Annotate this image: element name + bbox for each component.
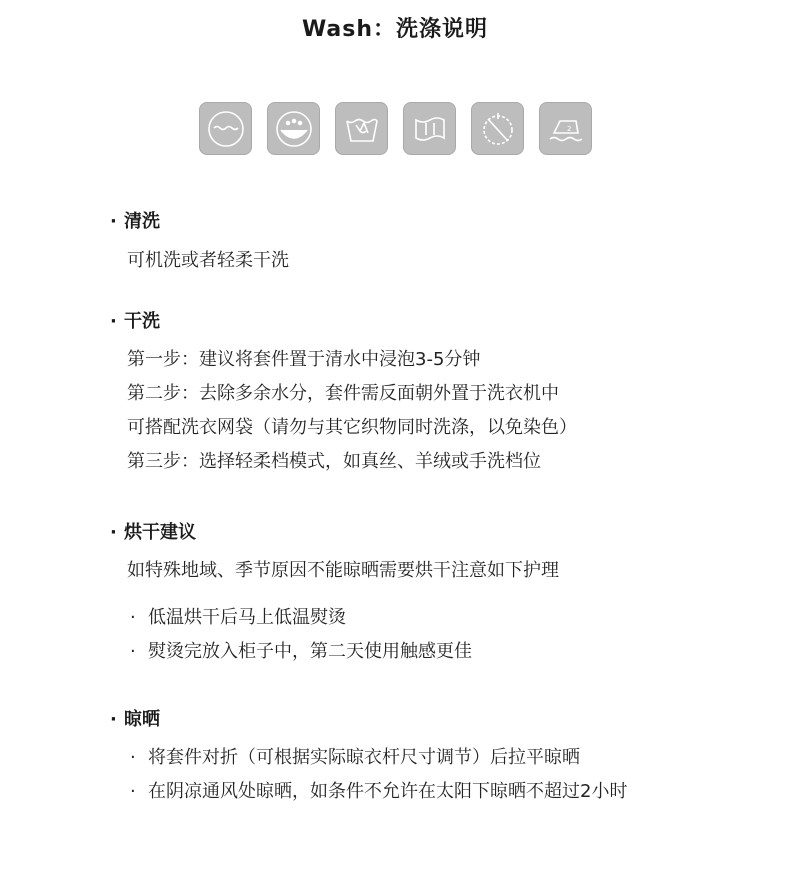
- title-en: Wash: [301, 17, 374, 42]
- section-wash-heading: · 清洗: [110, 211, 160, 232]
- section-air-dry-heading: · 晾晒: [110, 709, 160, 730]
- care-icons: [199, 102, 592, 155]
- dry-clean-line-4: 第三步：选择轻柔档模式，如真丝、羊绒或手洗档位: [127, 451, 541, 472]
- air-dry-bullet-1: · 将套件对折（可根据实际晾衣杆尺寸调节）后拉平晾晒: [130, 747, 580, 768]
- dry-clean-line-3: 可搭配洗衣网袋（请勿与其它织物同时洗涤，以免染色）: [127, 417, 577, 438]
- section-dry-clean-heading: · 干洗: [110, 311, 160, 332]
- section-tumble-heading: · 烘干建议: [110, 522, 196, 543]
- dry-clean-line-2: 第二步：去除多余水分，套件需反面朝外置于洗衣机中: [127, 383, 559, 404]
- dry-clean-line-1: 第一步：建议将套件置于清水中浸泡3-5分钟: [127, 349, 481, 370]
- tumble-bullet-2: · 熨烫完放入柜子中，第二天使用触感更佳: [130, 641, 472, 662]
- flat-dry-icon: [403, 102, 456, 155]
- tumble-line-1: 如特殊地域、季节原因不能晾晒需要烘干注意如下护理: [127, 560, 559, 581]
- air-dry-bullet-2: · 在阴凉通风处晾晒，如条件不允许在太阳下晾晒不超过2小时: [130, 781, 628, 802]
- no-bleach-icon: [335, 102, 388, 155]
- wash-line-1: 可机洗或者轻柔干洗: [127, 250, 289, 271]
- title-cn: 洗涤说明: [396, 17, 489, 42]
- hand-wash-icon: [199, 102, 252, 155]
- svg-text:2: 2: [566, 124, 571, 133]
- no-tumble-dry-icon: [471, 102, 524, 155]
- machine-wash-icon: [267, 102, 320, 155]
- title-separator: ：: [373, 17, 397, 42]
- page-title: [0, 12, 790, 43]
- tumble-bullet-1: · 低温烘干后马上低温熨烫: [130, 607, 346, 628]
- iron-low-icon: [539, 102, 592, 155]
